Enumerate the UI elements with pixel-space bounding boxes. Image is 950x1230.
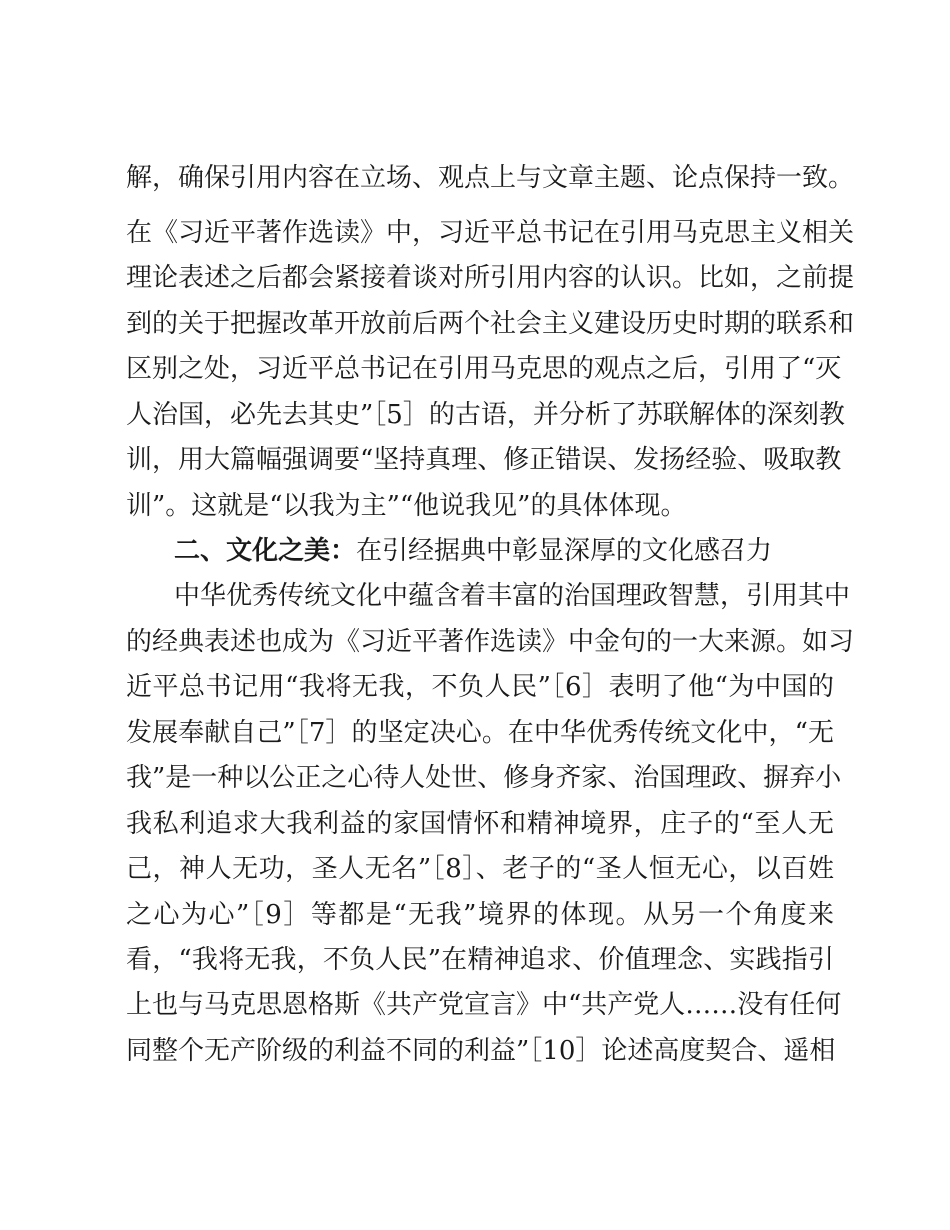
section-heading-subtitle: 在引经据典中彰显深厚的文化感召力 (356, 536, 773, 566)
section-heading (174, 531, 772, 571)
paragraph-line: 解，确保引用内容在立场、观点上与文章主题、论点保持一致。 (126, 163, 855, 193)
paragraph-line: 近平总书记用“我将无我，不负人民”［6］表明了他“为中国的 (126, 672, 834, 702)
paragraph-line: 之心为心”［9］等都是“无我”境界的体现。从另一个角度来 (126, 900, 834, 930)
paragraph-line: 我私利追求大我利益的家国情怀和精神境界，庄子的“至人无 (126, 809, 834, 839)
paragraph-line: 区别之处，习近平总书记在引用马克思的观点之后，引用了“灭 (126, 354, 842, 384)
paragraph-line: 理论表述之后都会紧接着谈对所引用内容的认识。比如，之前提 (126, 263, 855, 293)
paragraph-line: 训，用大篇幅强调要“坚持真理、修正错误、发扬经验、吸取教 (126, 445, 842, 475)
paragraph-line: 己，神人无功，圣人无名”［8］、老子的“圣人恒无心，以百姓 (126, 854, 834, 884)
paragraph-line: 中华优秀传统文化中蕴含着丰富的治国理政智慧，引用其中 (174, 581, 851, 611)
section-heading-title: 二、文化之美： (174, 536, 357, 566)
paragraph-line: 人治国，必先去其史”［5］的古语，并分析了苏联解体的深刻教 (126, 400, 845, 430)
paragraph-line: 的经典表述也成为《习近平著作选读》中金句的一大来源。如习 (126, 627, 855, 657)
paragraph-line: 我”是一种以公正之心待人处世、修身齐家、治国理政、摒弃小 (126, 763, 842, 793)
paragraph-line: 看，“我将无我，不负人民”在精神追求、价值理念、实践指引 (126, 945, 834, 975)
paragraph-line: 上也与马克思恩格斯《共产党宣言》中“共产党人……没有任何 (126, 990, 842, 1020)
paragraph-line: 在《习近平著作选读》中，习近平总书记在引用马克思主义相关 (126, 218, 855, 248)
paragraph-line: 到的关于把握改革开放前后两个社会主义建设历史时期的联系和 (126, 309, 855, 339)
paragraph-line: 训”。这就是“以我为主”“他说我见”的具体体现。 (126, 491, 687, 521)
paragraph-line: 同整个无产阶级的利益不同的利益”［10］论述高度契合、遥相 (126, 1036, 836, 1066)
paragraph-line: 发展奉献自己”［7］的坚定决心。在中华优秀传统文化中，“无 (126, 718, 834, 748)
